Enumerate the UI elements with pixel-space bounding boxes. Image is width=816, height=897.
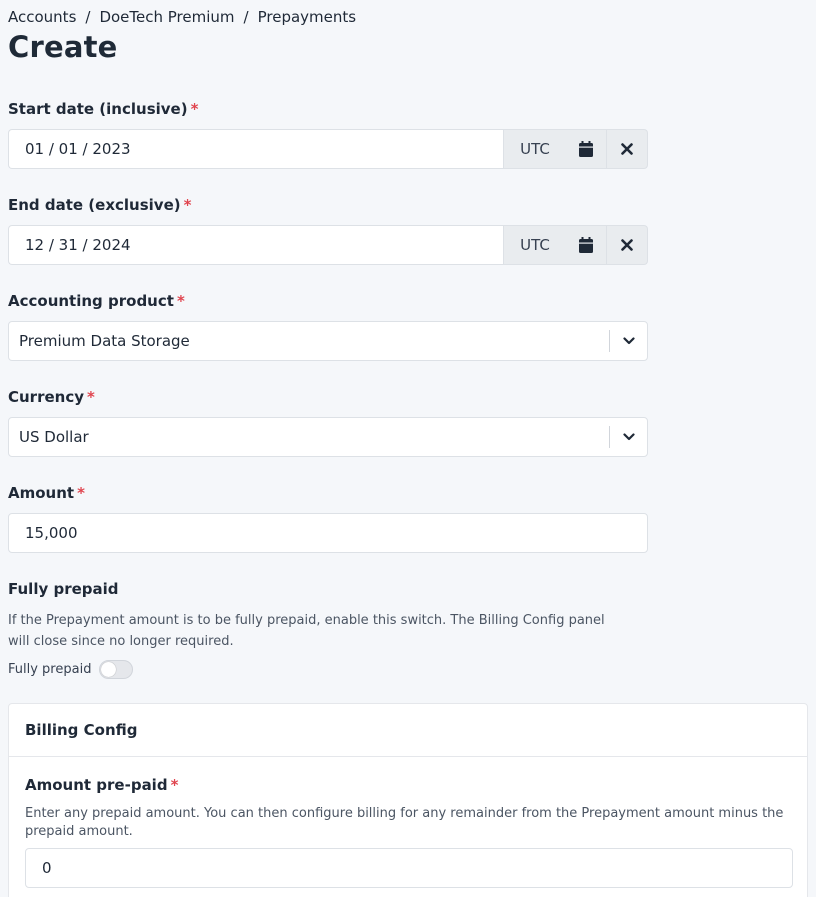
calendar-icon bbox=[579, 237, 593, 253]
end-date-timezone: UTC bbox=[503, 225, 566, 265]
breadcrumb-account[interactable]: DoeTech Premium bbox=[99, 8, 235, 26]
start-date-label bbox=[8, 100, 198, 118]
required-mark: * bbox=[176, 292, 185, 310]
start-date-calendar-button[interactable] bbox=[566, 129, 607, 169]
start-date-clear-button[interactable] bbox=[607, 129, 648, 169]
page-title: Create bbox=[8, 30, 118, 64]
required-mark: * bbox=[190, 100, 199, 118]
close-icon bbox=[621, 239, 633, 251]
amount-input[interactable]: 15,000 bbox=[8, 513, 648, 553]
required-mark: * bbox=[77, 484, 85, 502]
billing-config-title: Billing Config bbox=[9, 704, 807, 757]
currency-select[interactable] bbox=[8, 417, 648, 457]
required-mark: * bbox=[183, 196, 192, 214]
fully-prepaid-help: If the Prepayment amount is to be fully prepaid, enable this switch. The Billing Config panel will close since no longer required. bbox=[8, 613, 605, 649]
fully-prepaid-switch[interactable] bbox=[99, 660, 133, 679]
chevron-down-icon bbox=[623, 337, 635, 345]
amount-prepaid-help: Enter any prepaid amount. You can then configure billing for any remainder from the Prepayment amount minus the prepaid amount. bbox=[25, 806, 784, 839]
amount-prepaid-label bbox=[25, 776, 178, 794]
start-date-label-text: Start date (inclusive) bbox=[8, 100, 188, 118]
start-date-timezone: UTC bbox=[503, 129, 566, 169]
end-date-clear-button[interactable] bbox=[607, 225, 648, 265]
amount-prepaid-label-text: Amount pre-paid bbox=[25, 776, 168, 794]
fully-prepaid-heading: Fully prepaid bbox=[8, 580, 119, 598]
accounting-product-select[interactable] bbox=[8, 321, 648, 361]
calendar-icon bbox=[579, 141, 593, 157]
fully-prepaid-toggle-row bbox=[8, 660, 133, 679]
currency-value: US Dollar bbox=[19, 428, 89, 446]
accounting-product-label bbox=[8, 292, 185, 310]
start-date-group bbox=[8, 129, 648, 169]
end-date-label bbox=[8, 196, 191, 214]
end-date-input[interactable]: 12 / 31 / 2024 bbox=[8, 225, 503, 265]
accounting-product-label-text: Accounting product bbox=[8, 292, 174, 310]
breadcrumb bbox=[8, 8, 356, 26]
breadcrumb-prepayments[interactable]: Prepayments bbox=[257, 8, 357, 26]
required-mark: * bbox=[87, 388, 95, 406]
end-date-label-text: End date (exclusive) bbox=[8, 196, 181, 214]
breadcrumb-separator: / bbox=[243, 8, 249, 26]
required-mark: * bbox=[170, 776, 179, 794]
fully-prepaid-switch-label: Fully prepaid bbox=[8, 662, 92, 677]
end-date-calendar-button[interactable] bbox=[566, 225, 607, 265]
start-date-input[interactable]: 01 / 01 / 2023 bbox=[8, 129, 503, 169]
switch-knob bbox=[101, 662, 116, 677]
currency-label-text: Currency bbox=[8, 388, 85, 406]
billing-config-panel bbox=[8, 703, 808, 897]
amount-label-text: Amount bbox=[8, 484, 75, 502]
currency-label bbox=[8, 388, 95, 406]
breadcrumb-separator: / bbox=[85, 8, 91, 26]
currency-dropdown-toggle[interactable] bbox=[610, 433, 647, 441]
amount-label bbox=[8, 484, 85, 502]
close-icon bbox=[621, 143, 633, 155]
breadcrumb-accounts[interactable]: Accounts bbox=[8, 8, 77, 26]
end-date-group bbox=[8, 225, 648, 265]
amount-prepaid-input[interactable]: 0 bbox=[25, 848, 793, 888]
accounting-product-dropdown-toggle[interactable] bbox=[610, 337, 647, 345]
chevron-down-icon bbox=[623, 433, 635, 441]
accounting-product-value: Premium Data Storage bbox=[19, 332, 190, 350]
